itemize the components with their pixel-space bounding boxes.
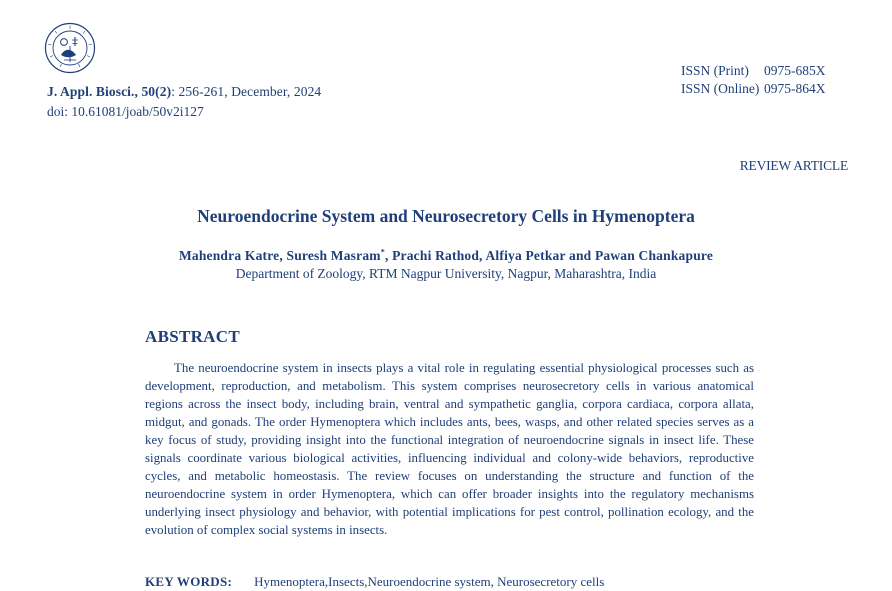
abstract-heading: ABSTRACT xyxy=(145,327,240,346)
article-type: REVIEW ARTICLE xyxy=(739,158,848,173)
citation-pages-date: : 256-261, December, 2024 xyxy=(171,84,322,99)
journal-abbrev: J. Appl. Biosci. xyxy=(47,84,135,99)
authors-part-1: Mahendra Katre, Suresh Masram xyxy=(178,248,381,263)
issn-online-label: ISSN (Online) xyxy=(681,81,760,96)
doi-link[interactable]: doi: 10.61081/joab/50v2i127 xyxy=(47,104,204,119)
author-list xyxy=(0,247,892,265)
issn-block xyxy=(681,62,826,98)
abstract-text: The neuroendocrine system in insects plays a vital role in regulating essential physiological processes such as development, reproduction, and metabolism. This system comprises neurosecretory cells in various anatomical regions across the insect body, including brain, ventral and sympathetic ganglia, corpora cardiaca, corpora allata, midgut, and gonads. The order Hymenoptera which includes ants, bees, wasps, and other related species serves as a key focus of study, providing insight into the functional integration of neuroendocrine signals in insect life. These signals coordinate various biological activities, influencing individual and colony-wide behaviors, reproductive cycles, and metabolic homeostasis. The review focuses on understanding the structure and function of the neuroendocrine system in order Hymenoptera, which can offer broader insights into the regulatory mechanisms underlying insect physiology and behavior, with potential implications for pest control, pollination ecology, and the evolution of complex social systems in insects. xyxy=(145,361,754,537)
article-title: Neuroendocrine System and Neurosecretory Cells in Hymenoptera xyxy=(197,206,695,226)
keywords-label: KEY WORDS: xyxy=(145,574,233,589)
keywords-text: Hymenoptera,Insects,Neuroendocrine system, Neurosecretory cells xyxy=(254,574,605,589)
journal-volume: 50 xyxy=(141,84,156,99)
journal-citation: J. Appl. Biosci., 50(2): 256-261, December, 2024 xyxy=(47,84,322,99)
issn-print-value: 0975-685X xyxy=(764,63,826,78)
issn-print-label: ISSN (Print) xyxy=(681,63,749,78)
society-seal-icon xyxy=(44,22,96,74)
journal-issue: 2 xyxy=(159,84,167,99)
keywords-line xyxy=(145,573,604,591)
authors-part-2: , Prachi Rathod, Alfiya Petkar and Pawan Chankapure xyxy=(384,248,714,263)
affiliation: Department of Zoology, RTM Nagpur University, Nagpur, Maharashtra, India xyxy=(235,266,657,281)
corresponding-author-mark: * xyxy=(380,247,385,257)
issn-online-value: 0975-864X xyxy=(764,81,826,96)
